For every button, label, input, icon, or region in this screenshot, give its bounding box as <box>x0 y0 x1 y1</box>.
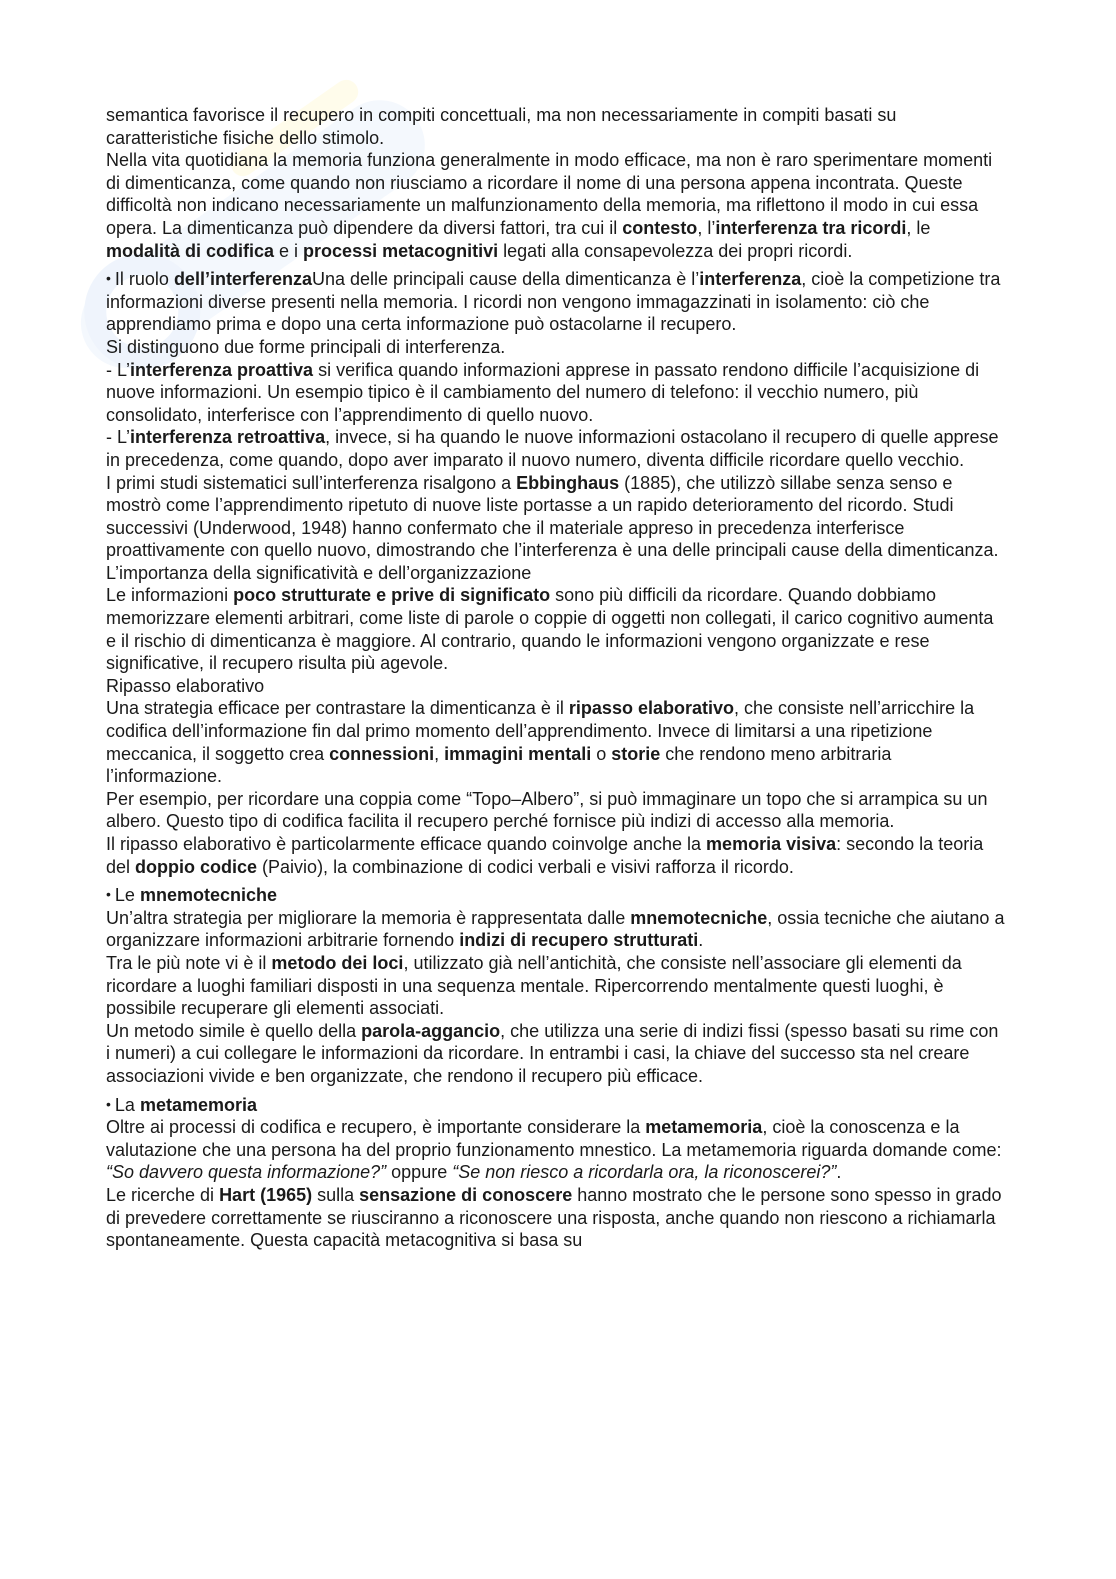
text-segment: immagini mentali <box>444 743 592 764</box>
text-segment: metodo dei loci <box>271 952 404 973</box>
text-segment: contesto <box>622 217 698 238</box>
text-segment: e i <box>274 240 304 261</box>
text-segment: legati alla consapevolezza dei propri ricordi. <box>498 240 853 261</box>
text-segment: , che utilizza una serie di indizi fissi (spesso basati su rime con i numeri) a cui collegare le informazioni da ricordare. In entrambi i casi, la chiave del successo sta nel creare associazioni vivide e ben organizzate, che rendono il recupero più efficace. <box>106 1020 999 1086</box>
paragraph-p18 <box>106 1020 1006 1088</box>
text-segment: interferenza retroattiva <box>130 427 326 448</box>
text-segment: Il ripasso elaborativo è particolarmente efficace quando coinvolge anche la <box>106 834 707 854</box>
text-segment: sulla <box>312 1184 360 1205</box>
text-segment: Nella vita quotidiana la memoria funziona generalmente in modo efficace, ma non è raro sperimentare momenti di dimenticanza, come quando non riusciamo a ricordare il nome di una persona appena incontrata. Queste difficoltà non indicano necessariamente un malfunzionamento della memoria, ma riflettono il modo in cui essa opera. La dimenticanza può dipendere da diversi fattori, tra cui il <box>106 150 993 238</box>
document-body <box>106 104 1006 1252</box>
text-segment: metamemoria <box>645 1117 763 1138</box>
paragraph-p10 <box>106 584 1006 674</box>
text-segment: Una delle principali cause della dimenticanza è l’ <box>311 269 700 290</box>
paragraph-p14 <box>106 833 1006 878</box>
text-segment: , ossia tecniche che aiutano a organizzare informazioni arbitrarie fornendo <box>106 907 1005 951</box>
text-segment: indizi di recupero strutturati <box>459 930 699 951</box>
text-segment: Tra le più note vi è il <box>106 952 272 973</box>
text-segment: L’importanza della significatività e dell’organizzazione <box>106 562 532 583</box>
paragraph-p21 <box>106 1184 1006 1252</box>
text-segment: , utilizzato già nell’antichità, che consiste nell’associare gli elementi da ricordare a luoghi familiari disposti in una sequenza mentale. Ripercorrendo mentalmente questi luoghi, è possibile recuperare gli elementi associati. <box>106 952 962 1019</box>
text-segment: . <box>698 930 704 951</box>
text-segment: sensazione di conoscere <box>359 1184 573 1205</box>
text-segment: Hart (1965) <box>219 1184 313 1205</box>
text-segment: - L’ <box>106 427 131 448</box>
text-segment: , l’ <box>697 217 716 238</box>
text-segment: Le informazioni <box>106 585 234 606</box>
paragraph-p12 <box>106 697 1006 787</box>
paragraph-p4 <box>106 291 1006 336</box>
text-segment: La <box>114 1094 140 1115</box>
text-segment: storie <box>611 743 661 764</box>
paragraph-p8 <box>106 472 1006 562</box>
text-segment: Il ruolo <box>114 269 174 290</box>
text-segment: mnemotecniche <box>139 885 277 906</box>
text-segment: semantica favorisce il recupero in compiti concettuali, ma non necessariamente in compiti basati su caratteristiche fisiche dello stimolo. <box>106 105 897 148</box>
paragraph-p2 <box>106 149 1006 262</box>
text-segment: Un metodo simile è quello della <box>106 1020 362 1041</box>
text-segment: , cioè la competizione tra <box>801 269 1001 290</box>
text-segment: poco strutturate e prive di significato <box>233 585 551 606</box>
paragraph-p1 <box>106 104 1006 149</box>
text-segment: Ripasso elaborativo <box>106 675 265 696</box>
paragraph-p15 <box>106 883 1006 907</box>
paragraph-p19 <box>106 1093 1006 1117</box>
paragraph-p6 <box>106 359 1006 427</box>
text-segment: dell’interferenza <box>173 269 312 290</box>
text-segment: “So davvero questa informazione?” <box>106 1162 387 1183</box>
text-segment: , che consiste nell’arricchire la codifica dell’informazione fin dal primo momento dell’apprendimento. Invece di limitarsi a una ripetizione meccanica, il soggetto crea <box>106 698 975 764</box>
text-segment: sono più difficili da ricordare. Quando dobbiamo memorizzare elementi arbitrari, come liste di parole o coppie di oggetti non collegati, il carico cognitivo aumenta e il rischio di dimenticanza è maggiore. Al contrario, quando le informazioni vengono organizzate e rese significative, il recupero risulta più agevole. <box>106 585 994 674</box>
text-segment: (1885), che utilizzò sillabe senza senso e mostrò come l’apprendimento ripetuto di nuove liste portasse a un rapido deterioramento del ricordo. Studi successivi (Underwood, 1948) hanno confermato che il materiale appreso in precedenza interferisce proattivamente con quello nuovo, dimostrando che l’interferenza è una delle principali cause della dimenticanza. <box>106 472 999 561</box>
text-segment: memoria visiva <box>706 834 837 854</box>
text-segment: che rendono meno arbitraria l’informazione. <box>106 743 892 787</box>
text-segment: . <box>836 1162 842 1183</box>
bullet-icon: • <box>106 886 111 903</box>
text-segment: Una strategia efficace per contrastare la dimenticanza è il <box>106 698 569 719</box>
bullet-icon: • <box>106 1095 111 1112</box>
text-segment: - L’ <box>106 359 131 380</box>
text-segment: interferenza tra ricordi <box>715 217 907 238</box>
text-segment: “Se non riesco a ricordarla ora, la riconoscerei?” <box>452 1162 837 1183</box>
paragraph-p7 <box>106 426 1006 471</box>
text-segment: connessioni <box>329 743 435 764</box>
paragraph-p9 <box>106 562 1006 585</box>
paragraph-p11 <box>106 675 1006 698</box>
text-segment: interferenza <box>699 269 802 290</box>
text-segment: , invece, si ha quando le nuove informazioni ostacolano il recupero di quelle apprese in precedenza, come quando, dopo aver imparato il nuovo numero, diventa difficile ricordare quello vecchio. <box>106 427 999 470</box>
text-segment: , <box>434 743 445 764</box>
text-segment: oppure <box>386 1162 453 1183</box>
text-segment: (Paivio), la combinazione di codici verbali e visivi rafforza il ricordo. <box>257 856 794 877</box>
text-segment: ripasso elaborativo <box>568 698 734 719</box>
bullet-icon: • <box>106 270 111 287</box>
text-segment: Le ricerche di <box>106 1184 220 1205</box>
text-segment: modalità di codifica <box>106 240 275 261</box>
text-segment: doppio codice <box>135 856 258 877</box>
text-segment: Ebbinghaus <box>516 472 620 493</box>
text-segment: mnemotecniche <box>630 907 768 928</box>
text-segment: Per esempio, per ricordare una coppia come “Topo–Albero”, si può immaginare un topo che si arrampica su un albero. Questo tipo di codifica facilita il recupero perché fornisce più indizi di accesso alla memoria. <box>106 788 988 832</box>
text-segment: o <box>591 743 612 764</box>
text-segment: processi metacognitivi <box>303 240 499 261</box>
text-segment: si verifica quando informazioni apprese in passato rendono difficile l’acquisizione di nuove informazioni. Un esempio tipico è il cambiamento del numero di telefono: il vecchio numero, più consolidato, interferisce con l’apprendimento di quello nuovo. <box>106 359 980 425</box>
text-segment: Le <box>114 885 140 906</box>
text-segment: interferenza proattiva <box>130 359 314 380</box>
text-segment: metamemoria <box>139 1094 257 1115</box>
paragraph-p16 <box>106 907 1006 952</box>
text-segment: parola-aggancio <box>361 1020 501 1041</box>
paragraph-p13 <box>106 788 1006 833</box>
text-segment: , le <box>906 217 931 238</box>
text-segment: Oltre ai processi di codifica e recupero, è importante considerare la <box>106 1117 646 1138</box>
paragraph-p3 <box>106 267 1006 291</box>
text-segment: informazioni diverse presenti nella memoria. I ricordi non vengono immagazzinati in isolamento: ciò che apprendiamo prima e dopo una certa informazione può ostacolarne il recupero. <box>106 291 930 335</box>
paragraph-p17 <box>106 952 1006 1020</box>
text-segment: hanno mostrato che le persone sono spesso in grado di prevedere correttamente se riusciranno a riconoscere una risposta, anche quando non riescono a richiamarla spontaneamente. Questa capacità metacognitiva si basa su <box>106 1184 1002 1251</box>
text-segment: Si distinguono due forme principali di interferenza. <box>106 336 506 357</box>
text-segment: , cioè la conoscenza e la valutazione che una persona ha del proprio funzionamento mnestico. La metamemoria riguarda domande come: <box>106 1117 1002 1160</box>
text-segment: I primi studi sistematici sull’interferenza risalgono a <box>106 472 517 493</box>
text-segment: Un’altra strategia per migliorare la memoria è rappresentata dalle <box>106 907 631 928</box>
text-segment: : secondo la teoria del <box>106 834 984 877</box>
paragraph-p5 <box>106 336 1006 359</box>
paragraph-p20 <box>106 1116 1006 1184</box>
